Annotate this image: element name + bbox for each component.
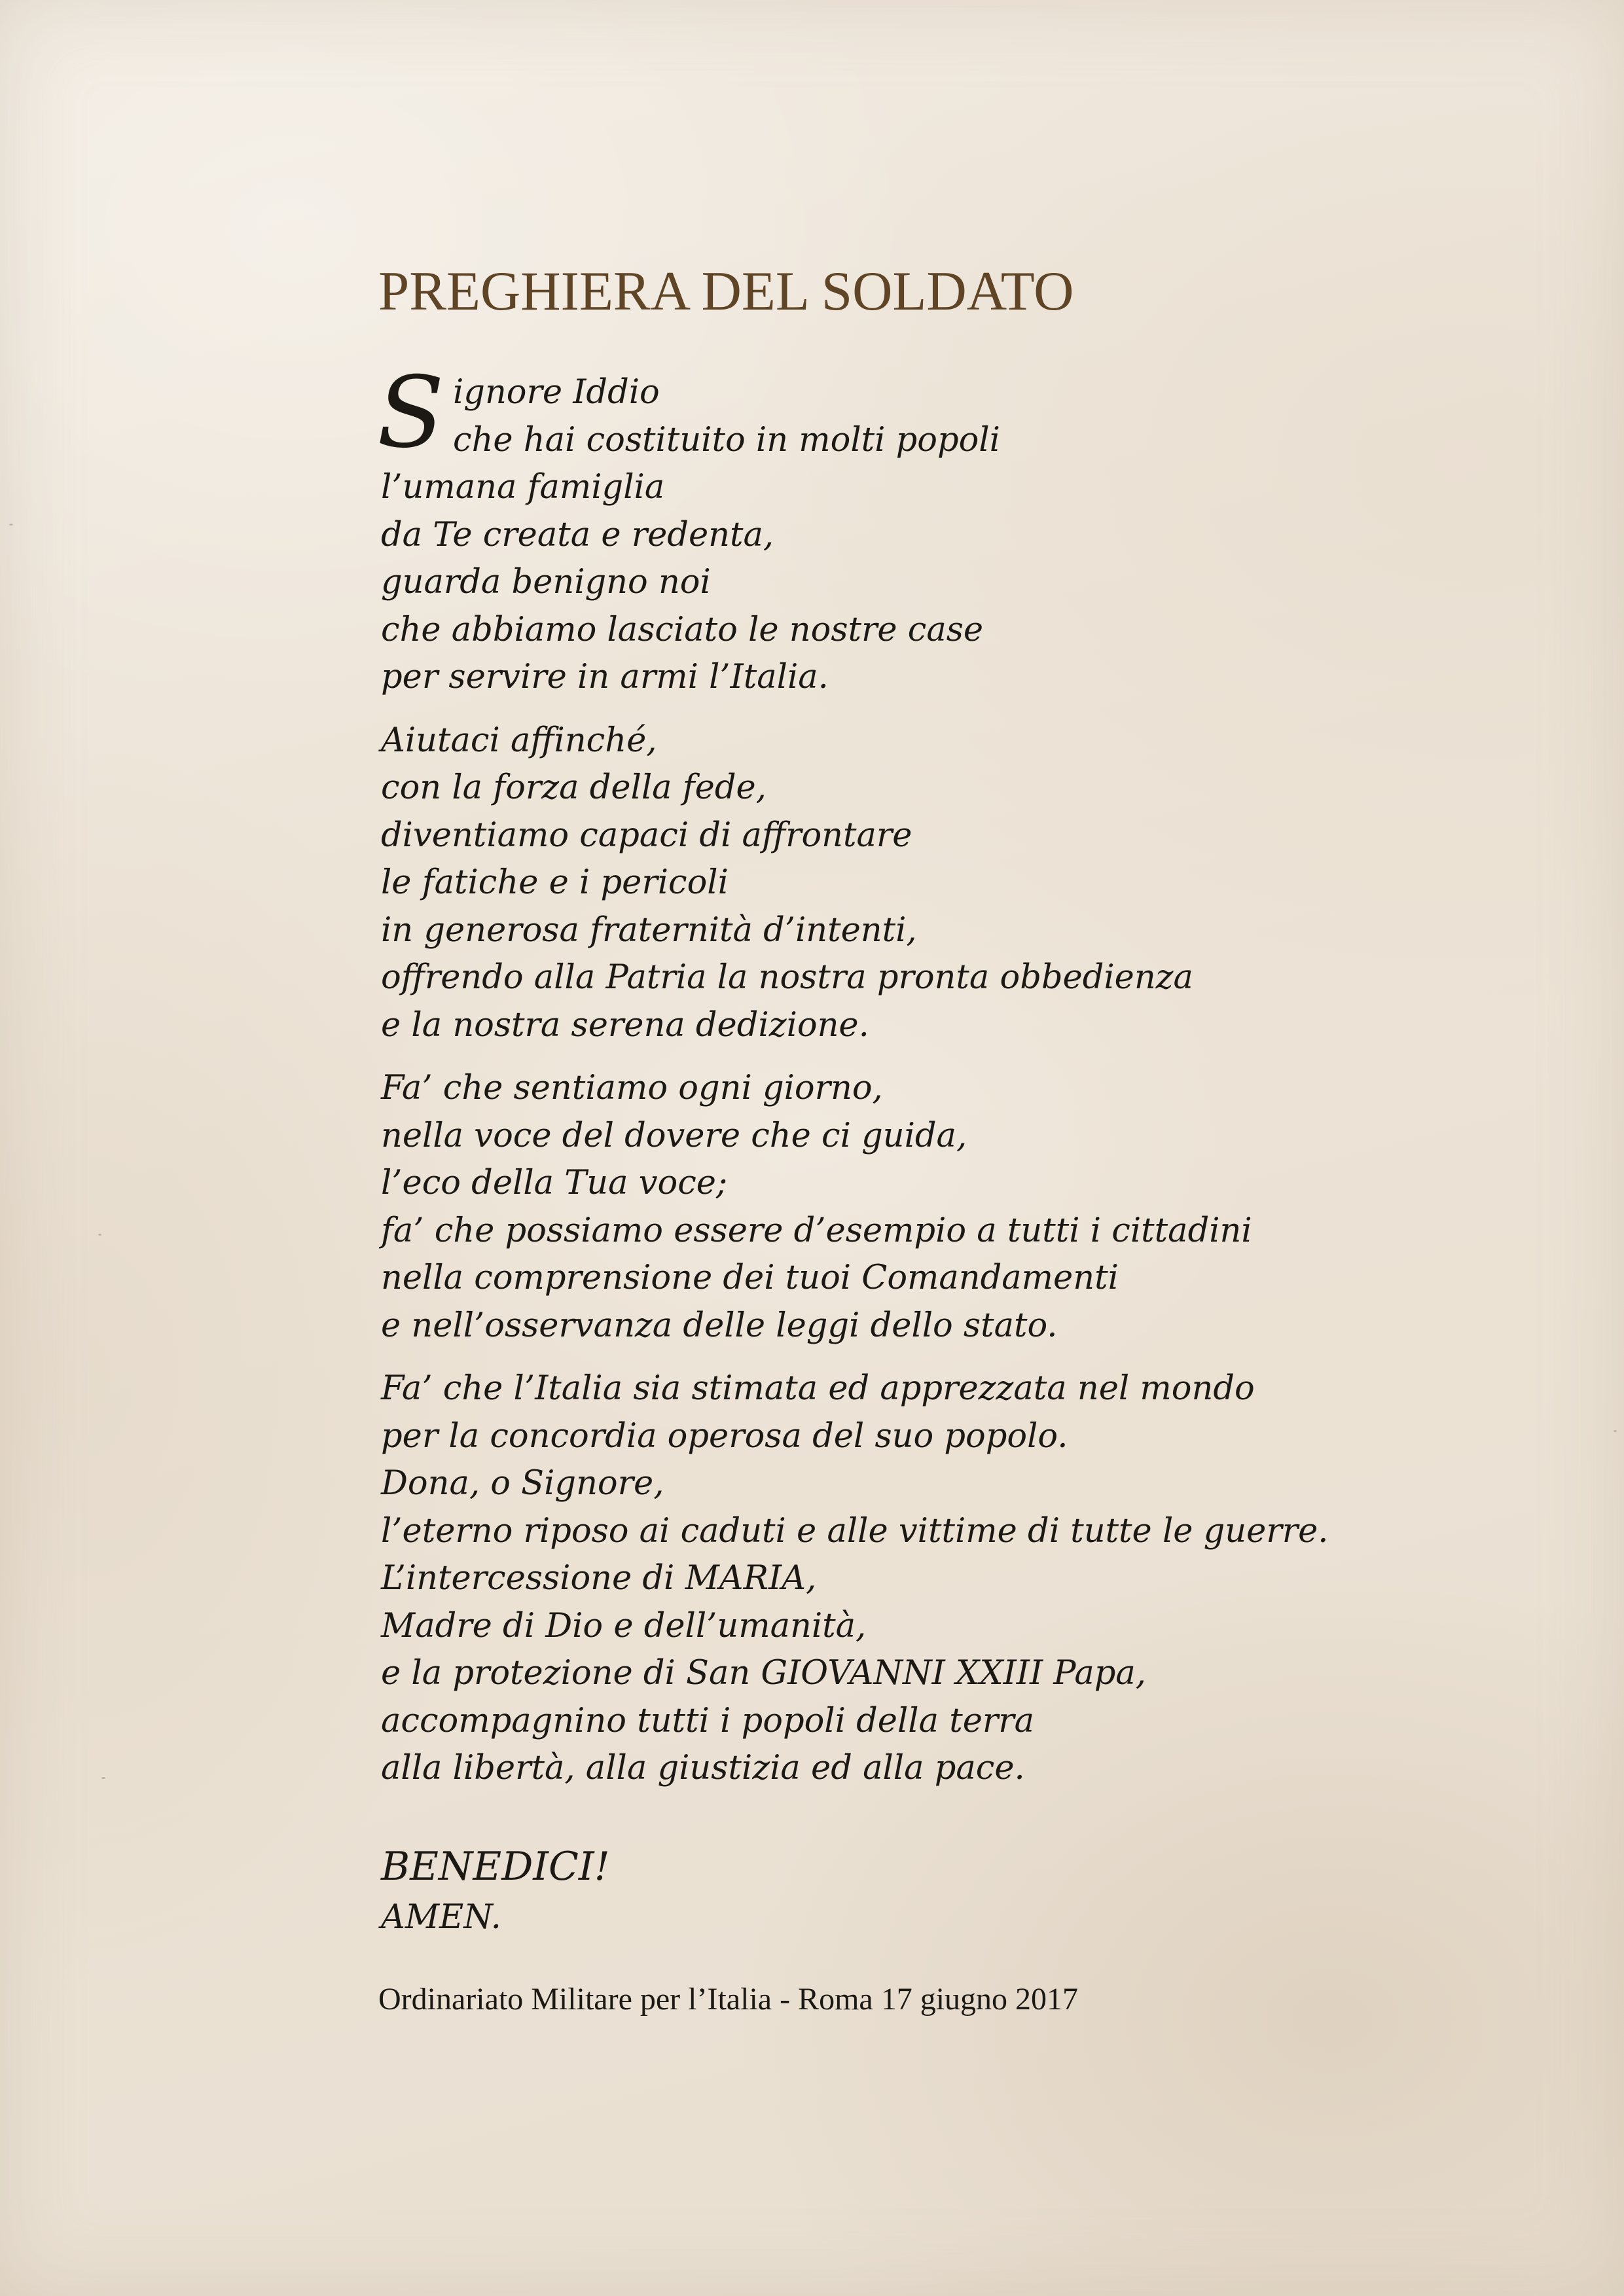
stanza-4-line-3: Dona, o Signore, <box>381 1464 664 1503</box>
stanza-3 <box>381 1065 1494 1350</box>
paper-speck <box>9 524 13 526</box>
stanza-4-line-6: Madre di Dio e dell’umanità, <box>381 1606 867 1645</box>
stanza-1-line-2: che hai costituito in molti popoli <box>453 420 1000 459</box>
stanza-3-line-5: nella comprensione dei tuoi Comandamenti <box>381 1259 1119 1297</box>
stanza-2-line-6: offrendo alla Patria la nostra pronta obbedienza <box>381 958 1193 997</box>
paper-speck <box>101 1777 105 1779</box>
paper-speck <box>1614 1430 1617 1432</box>
stanza-1 <box>377 356 1494 702</box>
stanza-2-line-7: e la nostra serena dedizione. <box>381 1005 869 1045</box>
stanza-1-line-4: da Te creata e redenta, <box>381 515 774 554</box>
footer-attribution: Ordinariato Militare per l’Italia - Roma 17 giugno 2017 <box>378 1982 1079 2017</box>
stanza-2 <box>381 717 1494 1050</box>
stanza-2-line-4: le fatiche e i pericoli <box>381 863 729 902</box>
stanza-2-line-3: diventiamo capaci di affrontare <box>381 816 912 855</box>
drop-cap: S <box>377 356 444 470</box>
stanza-2-line-2: con la forza della fede, <box>381 768 767 807</box>
stanza-1-line-5: guarda benigno noi <box>381 563 711 601</box>
paper-speck <box>98 1234 101 1236</box>
stanza-1-line-6: che abbiamo lasciato le nostre case <box>381 610 984 649</box>
stanza-3-line-4: fa’ che possiamo essere d’esempio a tutti i cittadini <box>381 1211 1252 1250</box>
stanza-4-line-9: alla libertà, alla giustizia ed alla pace. <box>381 1749 1025 1787</box>
page-title: PREGHIERA DEL SOLDATO <box>378 260 1074 322</box>
stanza-4-line-7: e la protezione di San GIOVANNI XXIII Papa, <box>381 1654 1146 1693</box>
stanza-2-line-5: in generosa fraternità d’intenti, <box>381 910 917 950</box>
stanza-2-line-1: Aiutaci affinché, <box>381 721 657 760</box>
stanza-3-line-6: e nell’osservanza delle leggi dello stato. <box>381 1306 1058 1345</box>
stanza-1-line-1: ignore Iddio <box>453 373 660 412</box>
stanza-4-line-1: Fa’ che l’Italia sia stimata ed apprezzata nel mondo <box>381 1369 1255 1408</box>
stanza-3-line-1: Fa’ che sentiamo ogni giorno, <box>381 1069 883 1107</box>
stanza-1-line-7: per servire in armi l’Italia. <box>381 658 829 696</box>
stanza-4-line-4: l’eterno riposo ai caduti e alle vittime di tutte le guerre. <box>381 1511 1329 1551</box>
stanza-3-line-3: l’eco della Tua voce; <box>381 1164 728 1202</box>
prayer-text <box>377 356 1494 1793</box>
stanza-4-line-2: per la concordia operosa del suo popolo. <box>381 1416 1068 1456</box>
amen: AMEN. <box>381 1898 501 1937</box>
stanza-3-line-2: nella voce del dovere che ci guida, <box>381 1116 967 1155</box>
stanza-4-line-8: accompagnino tutti i popoli della terra <box>381 1701 1035 1740</box>
closing <box>381 1839 610 1941</box>
stanza-4-line-5: L’intercessione di MARIA, <box>381 1559 817 1598</box>
stanza-4 <box>381 1365 1494 1793</box>
stanza-1-line-3: l’umana famiglia <box>381 468 665 507</box>
benediction: BENEDICI! <box>381 1844 610 1890</box>
